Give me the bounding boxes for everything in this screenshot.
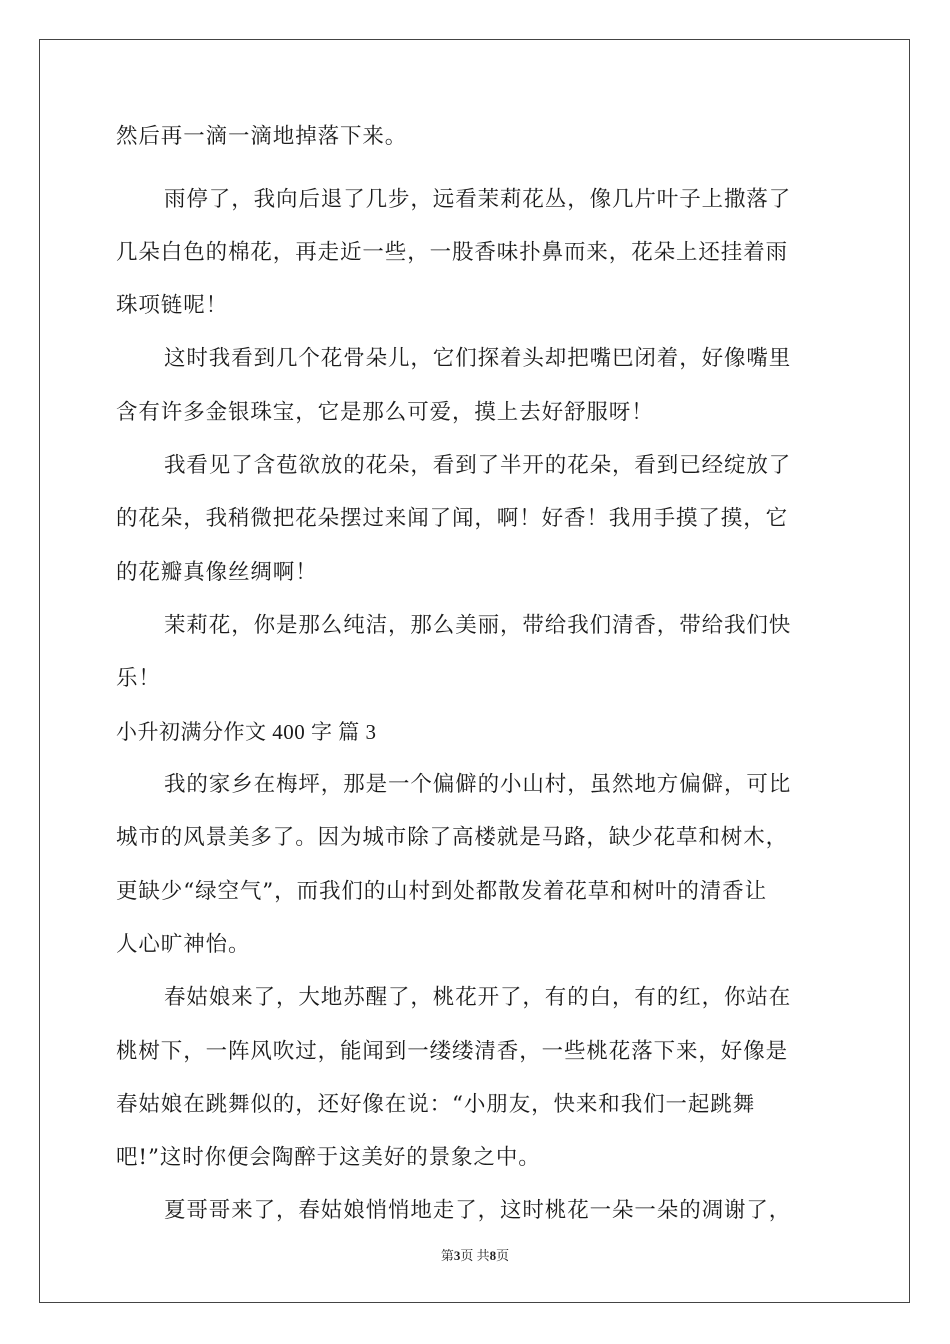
paragraph-start: 夏哥哥来了，春姑娘悄悄地走了，这时桃花一朵一朵的凋谢了，	[164, 1198, 792, 1223]
page-current-number: 3	[453, 1248, 461, 1263]
text-line: 桃树下，一阵风吹过，能闻到一缕缕清香，一些桃花落下来，好像是	[116, 1039, 789, 1064]
page-total-number: 8	[489, 1248, 497, 1263]
text-line: 乐！	[116, 666, 161, 691]
page-label-suffix: 页	[496, 1248, 510, 1263]
paragraph-start: 茉莉花，你是那么纯洁，那么美丽，带给我们清香，带给我们快	[164, 613, 792, 638]
paragraph-start: 春姑娘来了，大地苏醒了，桃花开了，有的白，有的红，你站在	[164, 985, 792, 1010]
text-line: 含有许多金银珠宝，它是那么可爱，摸上去好舒服呀！	[116, 400, 654, 425]
paragraph-start: 这时我看到几个花骨朵儿，它们探着头却把嘴巴闭着，好像嘴里	[164, 346, 792, 371]
section-heading: 小升初满分作文 400 字 篇 3	[116, 720, 377, 744]
paragraph-start: 我的家乡在梅坪，那是一个偏僻的小山村，虽然地方偏僻，可比	[164, 772, 792, 797]
text-line: 珠项链呢！	[116, 293, 229, 318]
text-line: 城市的风景美多了。因为城市除了高楼就是马路，缺少花草和树木，	[116, 825, 789, 850]
text-line: 然后再一滴一滴地掉落下来。	[116, 124, 408, 149]
text-line: 的花朵，我稍微把花朵摆过来闻了闻，啊！好香！我用手摸了摸，它	[116, 506, 789, 531]
text-line: 人心旷神怡。	[116, 932, 251, 957]
page-label-mid: 页 共	[460, 1248, 490, 1263]
text-line: 春姑娘在跳舞似的，还好像在说：“小朋友，快来和我们一起跳舞	[116, 1092, 756, 1117]
page-label-prefix: 第	[440, 1248, 454, 1263]
text-line: 吧!”这时你便会陶醉于这美好的景象之中。	[116, 1145, 541, 1170]
paragraph-start: 雨停了，我向后退了几步，远看茉莉花丛，像几片叶子上撒落了	[164, 187, 792, 212]
text-line: 更缺少“绿空气”，而我们的山村到处都散发着花草和树叶的清香让	[116, 879, 767, 904]
text-line: 几朵白色的棉花，再走近一些，一股香味扑鼻而来，花朵上还挂着雨	[116, 240, 789, 265]
text-line: 的花瓣真像丝绸啊！	[116, 560, 318, 585]
page-footer	[0, 1245, 950, 1264]
paragraph-start: 我看见了含苞欲放的花朵，看到了半开的花朵，看到已经绽放了	[164, 453, 792, 478]
